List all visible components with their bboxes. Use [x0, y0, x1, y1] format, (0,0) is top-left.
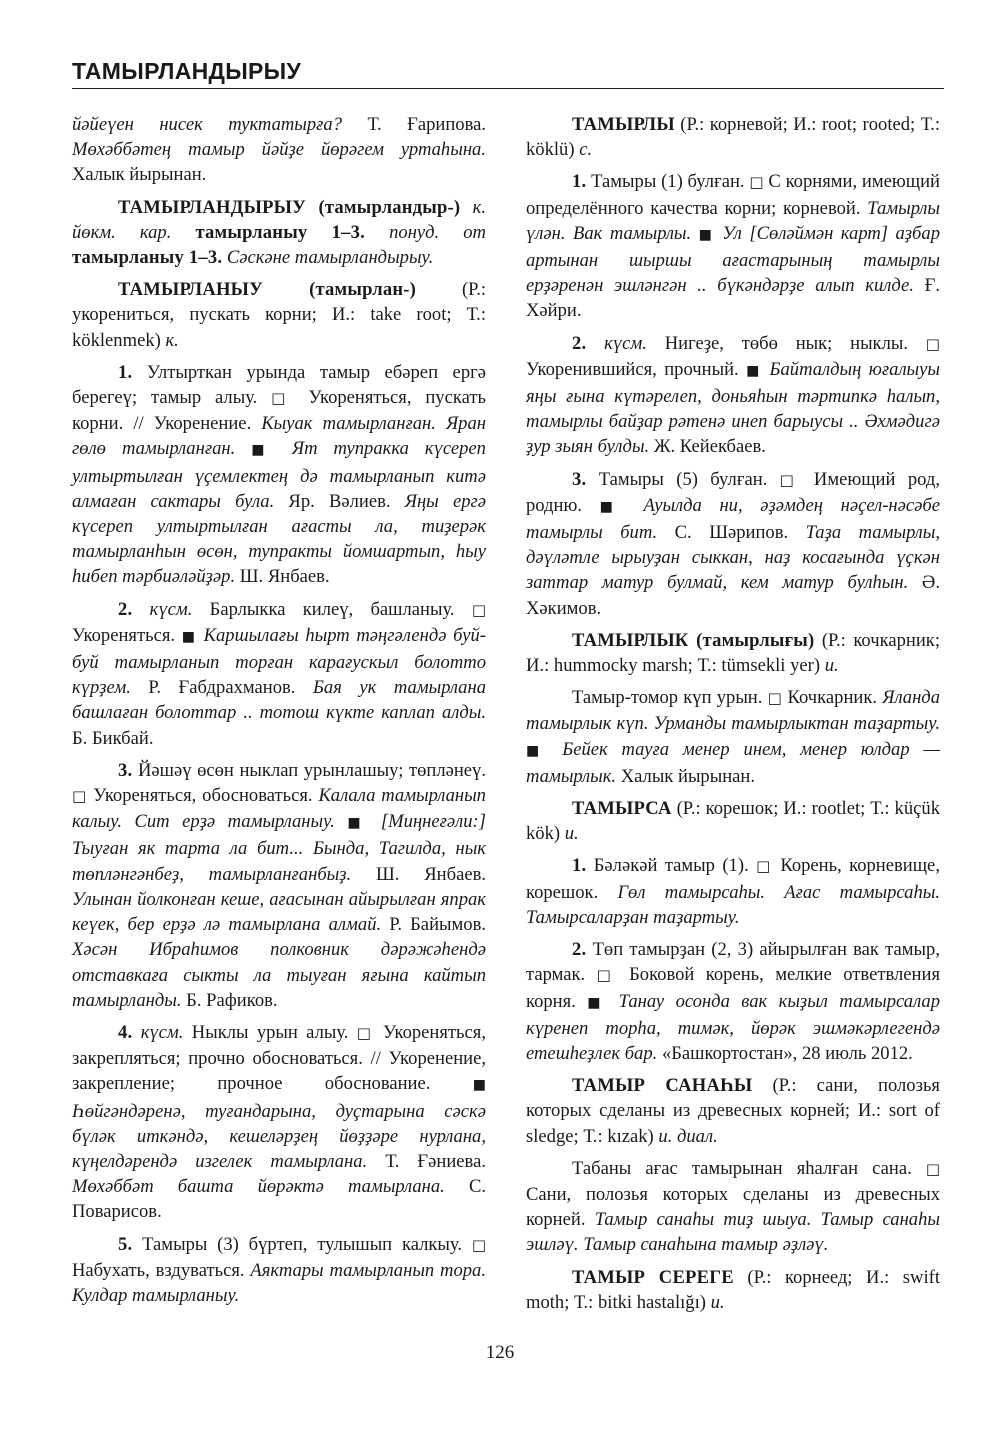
example-square-icon: ■ [746, 362, 763, 379]
italic-text: күсм. [149, 598, 193, 620]
header-rule [72, 88, 944, 89]
italic-text: йәйеүен нисек туктатырға? [72, 114, 343, 135]
translation-box-icon: □ [925, 1159, 940, 1178]
italic-text: и. [710, 1291, 725, 1313]
italic-text: Калала тамырланып калыу. Сит ерҙә тамырланыу. [72, 785, 486, 833]
translation-box-icon: □ [779, 470, 802, 489]
italic-text: и. [564, 823, 579, 845]
example-square-icon: ■ [526, 742, 549, 759]
italic-text: к. йөкм. кар. [72, 196, 486, 243]
example-square-icon: ■ [587, 994, 608, 1011]
plain-text [691, 223, 698, 244]
plain-text [335, 811, 348, 832]
plain-text: Ултырткан урында тамыр ебәреп ергә берегеү; тамыр алыу. [72, 361, 486, 409]
plain-text: Ә. Хәкимов. [526, 572, 940, 619]
plain-text: С корнями, имеющий определённого качества корни; корневой. [526, 171, 940, 219]
translation-box-icon: □ [271, 389, 295, 408]
translation-box-icon: □ [356, 1023, 375, 1042]
example-square-icon: ■ [347, 815, 369, 832]
dictionary-paragraph [526, 628, 940, 678]
plain-text [132, 1022, 140, 1043]
plain-text [460, 197, 472, 218]
plain-text: Бәләкәй тамыр (1). [586, 855, 757, 877]
italic-text: понуд. от [389, 221, 486, 243]
italic-text: с. [579, 139, 593, 161]
italic-text: Каршылағы һырт тәңгәлендә буй-буй тамырланып торған карағускыл болотто күрҙем. [72, 624, 486, 699]
italic-text: күсм. [604, 332, 647, 354]
italic-text: [Миңнеғәли:] Тыуған як тарта ла бит... Бында, Тагилда, нык төпләнгәнбеҙ, тамырланғанбыҙ. [72, 811, 486, 885]
running-header: ТАМЫРЛАНДЫРЫУ [72, 58, 302, 84]
plain-text: Нигеҙе, төбө нык; ныклы. [646, 332, 926, 354]
plain-text: Барлыкка килеү, башланыу. [192, 598, 472, 620]
plain-text: Табаны ағас тамырынан яһалған сана. [572, 1157, 926, 1179]
bold-term: 3. [572, 468, 587, 490]
plain-text: Халык йырынан. [616, 765, 756, 787]
plain-text: Ғ. Хәйри. [526, 275, 940, 322]
plain-text [626, 495, 644, 516]
italic-text: Мөхәббәтең тамыр йәйҙе йөрәгем уртаһына. [72, 139, 486, 161]
bold-term: ТАМЫР СЕРЕГЕ [572, 1266, 734, 1288]
dictionary-paragraph [526, 169, 940, 323]
italic-text: Сәскәне тамырландырыу. [226, 247, 434, 269]
bold-term: ТАМЫРЛАНЫУ (тамырлан-) [118, 279, 417, 301]
example-square-icon: ■ [472, 1077, 486, 1094]
italic-text: к. [165, 329, 179, 351]
italic-text: Таҙа тамырлы, дәүләтле ырыуҙан сыккан, наҙ косағында үҫкән заттар матур булмай, кем матур булһын. [526, 522, 941, 594]
italic-text: Хәсән Ибраһимов полковник дәрәжәһендә отставкаға сыкты ла тыуған яғына кайтып тамырланды. [72, 939, 486, 1011]
bold-term: ТАМЫР САНАҺЫ [572, 1075, 753, 1097]
continued-paragraph [72, 112, 486, 188]
plain-text: Тамыры (5) булған. [586, 468, 780, 490]
dictionary-paragraph [526, 331, 940, 460]
plain-text: Имеющий род, родню. [526, 468, 940, 516]
italic-text: Ауылда ни, әҙәмдең нәҫел-нәсәбе тамырлы бит. [526, 494, 940, 544]
bold-term: 1. [572, 171, 587, 193]
italic-text: Яңы ергә күсереп ултыртылған ағасты ла, тиҙерәк тамырланһын өсөн, тупракты йомшартып, һыу һибеп тәрбиәләйҙәр. [72, 490, 486, 588]
dictionary-paragraph [72, 360, 486, 590]
plain-text: «Башкортостан», 28 июль 2012. [657, 1042, 913, 1064]
plain-text: (Р.: корневой; И.: root; rooted; Т.: köklü) [526, 114, 940, 161]
italic-text: и. [824, 655, 839, 677]
plain-text: Укореняться, обосноваться. [87, 785, 319, 807]
bold-term: 1. [118, 361, 133, 383]
italic-text: Тамыр санаһы тиҙ шыуа. Тамыр санаһы эшләү. Тамыр санаһына тамыр әҙләү. [526, 1209, 940, 1256]
dictionary-paragraph [526, 1265, 940, 1315]
italic-text: Тамырлы үлән. Вак тамырлы. [526, 197, 940, 244]
plain-text: Тамыры (3) бүртеп, тулышып калкыу. [132, 1233, 472, 1255]
translation-box-icon: □ [767, 689, 783, 708]
plain-text: Т. Ғәниева. [367, 1150, 486, 1172]
plain-text: Р. Ғабдрахманов. [130, 677, 313, 699]
page-number: 126 [485, 1342, 515, 1363]
bold-term: 3. [118, 759, 133, 781]
plain-text [365, 222, 389, 243]
plain-text [586, 333, 604, 354]
italic-text: Мөхәббәт башта йөрәктә тамырлана. [72, 1176, 445, 1198]
bold-term: 1. [572, 855, 587, 877]
dictionary-paragraph [72, 277, 486, 353]
translation-box-icon: □ [471, 600, 487, 619]
bold-term: 4. [118, 1021, 133, 1043]
italic-text: Яланда тамырлык күп. Урманды тамырлыктан таҙартыу. [526, 687, 940, 735]
plain-text: Кочкарник. [782, 687, 883, 709]
plain-text: Халык йырынан. [72, 164, 207, 186]
bold-term: 2. [572, 332, 587, 354]
plain-text: (Р.: укорениться, пускать корни; И.: take root; Т.: köklenmek) [72, 279, 487, 351]
italic-text: Улынан йолконған кеше, ағасынан айырылған япрак кеүек, бер ерҙә лә тамырлана алмай. [72, 888, 486, 936]
italic-text: Ят тупракка күсереп ултыртылған үҫемлектең дә тамырланып китә алмаған сактары була. [72, 438, 486, 512]
plain-text: С. Поварисов. [72, 1176, 486, 1223]
italic-text: Танау осонда вак кыҙыл тамырсалар күренеп торһа, тимәк, йөрәк эшмәкәрлегендә етешһеҙлек бар. [526, 990, 941, 1064]
plain-text: Т. Ғарипова. [342, 114, 486, 135]
plain-text: Төп тамырҙан (2, 3) айырылған вак тамыр, тармак. [526, 939, 940, 986]
plain-text [762, 359, 769, 380]
dictionary-paragraph [72, 1020, 486, 1225]
plain-text: Ш. Янбаев. [235, 566, 330, 588]
dictionary-paragraph [526, 112, 940, 162]
dictionary-paragraph [72, 1232, 486, 1309]
plain-text: Укореняться. [72, 624, 182, 646]
dictionary-paragraph [526, 853, 940, 930]
translation-box-icon: □ [471, 1235, 486, 1254]
example-square-icon: ■ [599, 498, 626, 515]
italic-text: Һөйгәндәренә, туғандарына, дуҫтарына сәскә бүләк иткәндә, кешеләрҙең йөҙҙәре нурлана, күңелдәрендә изгелек тамырлана. [72, 1100, 486, 1172]
bold-term: 5. [118, 1233, 133, 1255]
bold-term: ТАМЫРЛЫК (тамырлығы) [572, 629, 815, 651]
plain-text: Яр. Вәлиев. [274, 490, 405, 512]
plain-text: (Р.: корешок; И.: rootlet; Т.: küçük kök) [526, 798, 940, 845]
italic-text: Гөл тамырсаһы. Ағас тамырсаһы. Тамырсаларҙан таҙартыу. [526, 881, 940, 928]
plain-text: Укоренившийся, прочный. [526, 358, 747, 380]
dictionary-paragraph [72, 195, 486, 271]
plain-text: (Р.: корнеед; И.: swift moth; Т.: bitki hastalığı) [526, 1266, 940, 1313]
plain-text [197, 625, 204, 646]
dictionary-paragraph [72, 597, 486, 751]
plain-text: Ж. Кейекбаев. [649, 436, 766, 458]
plain-text: Тамыр-томор күп урын. [572, 687, 768, 709]
plain-text: Сани, полозья которых сделаны из древесных корней. [526, 1183, 940, 1231]
dictionary-paragraph [526, 467, 940, 621]
translation-box-icon: □ [72, 787, 88, 806]
italic-text: Аяктары тамырланып тора. Кулдар тамырланыу. [72, 1259, 486, 1306]
bold-term: тамырланыу 1–3. [72, 247, 223, 269]
plain-text: (Р.: сани, полозья которых сделаны из древесных корней; И.: sort of sledge; Т.: kızak) [526, 1075, 940, 1147]
plain-text: С. Шәрипов. [657, 522, 806, 544]
left-column [72, 112, 486, 1315]
dictionary-paragraph [526, 1156, 940, 1258]
translation-box-icon: □ [596, 966, 618, 985]
plain-text: Укореняться, пускать корни. // Укоренение. [72, 387, 486, 435]
plain-text [171, 222, 195, 243]
bold-term: 2. [118, 598, 133, 620]
italic-text: Ул [Сөләймән карт] аҙбар артынан шыршы ағастарының тамырлы ерҙәренән эшләнгән .. бүкәндәрҙе алып килде. [526, 222, 941, 297]
bold-term: ТАМЫРЛАНДЫРЫУ (тамырландыр-) [118, 196, 461, 218]
translation-box-icon: □ [749, 173, 764, 192]
plain-text: Боковой корень, мелкие ответвления корня. [526, 964, 940, 1012]
bold-term: 2. [572, 939, 587, 961]
plain-text: Ш. Янбаев. [351, 863, 487, 885]
italic-text: Байталдың юғалыуы яңы ғына күтәрелеп, доньяһын тәртипкә һалып, тамырлы байҙар рәтенә инеп барыусы .. Әхмәдигә ҙур зыян булды. [526, 358, 940, 458]
plain-text: Ныклы урын алыу. [183, 1021, 357, 1043]
plain-text: Укореняться, закрепляться; прочно обосноваться. // Укоренение, закрепление; прочное обоснование. [72, 1021, 486, 1095]
italic-text: и. диал. [658, 1125, 718, 1147]
plain-text: Б. Бикбай. [72, 727, 154, 749]
bold-term: тамырланыу 1–3. [195, 221, 366, 243]
italic-text: күсм. [140, 1021, 184, 1043]
italic-text: Кыуак тамырланған. Яран гөлө тамырланған. [72, 413, 486, 460]
italic-text: Бая ук тамырлана башлаған болоттар .. тотош күкте каплап алды. [72, 677, 486, 724]
plain-text: Б. Рафиков. [181, 989, 278, 1011]
dictionary-paragraph [72, 758, 486, 1013]
translation-box-icon: □ [756, 857, 773, 876]
plain-text [368, 811, 381, 832]
plain-text [276, 438, 292, 459]
plain-text [548, 739, 562, 760]
plain-text: Тамыры (1) булған. [586, 171, 750, 193]
plain-text [607, 991, 618, 1012]
bold-term: ТАМЫРСА [572, 798, 672, 820]
plain-text: Набухать, вздуваться. [72, 1259, 251, 1281]
right-column [526, 112, 940, 1322]
example-square-icon: ■ [698, 226, 715, 243]
plain-text: Йәшәү өсөн ныклап урынлашыу; төпләнеү. [132, 759, 486, 781]
dictionary-paragraph [526, 937, 940, 1066]
plain-text [235, 438, 251, 459]
plain-text: Р. Байымов. [381, 914, 486, 936]
translation-box-icon: □ [925, 334, 940, 353]
dictionary-paragraph [526, 685, 940, 789]
plain-text: (Р.: кочкарник; И.: hummocky marsh; Т.: tümsekli yer) [526, 629, 940, 677]
example-square-icon: ■ [251, 442, 276, 459]
example-square-icon: ■ [181, 628, 197, 645]
italic-text: Бейек тауға менер инем, менер юлдар — тамырлык. [526, 738, 940, 787]
plain-text [132, 599, 149, 620]
plain-text: Корень, корневище, корешок. [526, 855, 940, 903]
dictionary-paragraph [526, 1073, 940, 1149]
bold-term: ТАМЫРЛЫ [572, 114, 675, 135]
dictionary-paragraph [526, 796, 940, 846]
